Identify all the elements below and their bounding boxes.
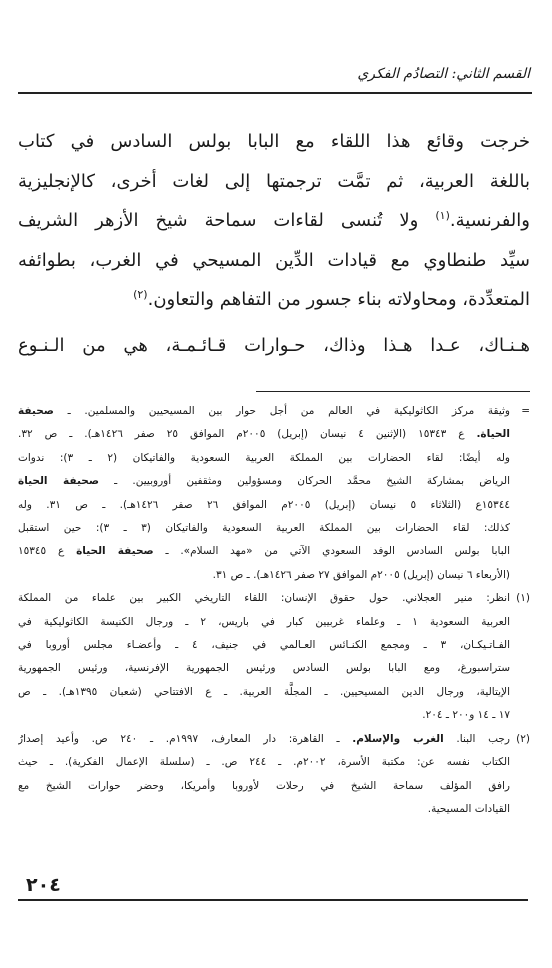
body-line-4: سيِّد طنطاوي مع قيادات الدِّين المسيحي في الغرب، بطوائفه [18,249,530,271]
footnote-ref-1[interactable]: (١) [435,209,450,222]
page-number: ٢٠٤ [26,874,61,896]
header-rule [18,92,532,94]
footnote-rule [256,391,530,392]
footnote-line: انظر: منير العجلاني. حول حقوق الإنسان: اللقاء التاريخي الكبير بين علماء من المملكة [18,592,510,605]
body-line-1: خرجت وقائع هذا اللقاء مع البابا بولس السادس في كتاب [18,131,530,152]
footnote-line: وله أيضًا: لقاء الحضارات بين المملكة العربية السعودية والفاتيكان (٢ ـ ٣): ندوات [18,451,510,464]
body-line-5 [18,280,530,320]
running-header: القسم الثاني: التصادُم الفكري [357,66,530,82]
footnote-line: رافق المؤلف سماحة الشيخ في رحلات لأوروبا وأمريكا، وحضر حوارات الشيخ مع [18,779,510,792]
footnote-line: البابا بولس السادس الوفد السعودي الآتي من «مهد السلام». ـ صحيفة الحياة ع ١٥٣٤٥ [18,545,510,558]
footnote-line: (الأربعاء ٦ نيسان (إبريل) ٢٠٠٥م الموافق ٢٧ صفر ١٤٢٦هـ). ـ ص ٣١. [212,568,510,581]
footnote-line: الحياة. ع ١٥٣٤٣ (الإثنين ٤ نيسان (إبريل) ٢٠٠٥م الموافق ٢٥ صفر ١٤٢٦هـ). ـ ص ٣٢. [18,428,510,441]
footnote-line: رجب البنا. الغرب والإسلام. ـ القاهرة: دار المعارف، ١٩٩٧م. ـ ٢٤٠ ص. وأعيد إصدارُ [18,732,510,745]
body-line-5a: المتعدِّدة، ومحاولاته بناء جسور من التفاهم والتعاون. [147,289,530,310]
footnote-2-marker: (٢) [516,732,530,745]
body-text [18,122,530,365]
footnote-line: كذلك: لقاء الحضارات بين المملكة العربية السعودية والفاتيكان (٣ ـ ٣): حين استقبل [18,522,510,535]
footnote-1 [18,587,530,727]
footnote-line [18,400,510,423]
body-line-3b: ولا تُنسى لقاءات سماحة شيخ الأزهر الشريف [18,210,419,231]
footnote-ref-2[interactable]: (٢) [133,288,148,301]
footnote-line: القيادات المسيحية. [427,802,510,815]
body-line-3a: والفرنسية. [449,210,530,231]
footnote-line: الكتاب نفسه عن: مكتبة الأسرة، ٢٠٠٢م. ـ ٢٤٤ ص. ـ (سلسلة الإعمال الفكرية). ـ حيث [18,756,510,769]
footnote-continued [18,400,530,587]
footnote-text: وثيقة مركز الكاثوليكية في العالم من أجل حوار بين المسيحيين والمسلمين. ـ صحيفة [18,405,510,417]
body-line-2: باللغة العربية، ثم تمَّت ترجمتها إلى لغات أخرى، كالإنجليزية [18,170,530,192]
footnote-line: العربية السعودية ١ ـ وعلماء غربيين كبار في باريس، ٢ ـ ورجال الكنيسة الكاثوليكية في [18,615,510,628]
body-line-3 [18,201,530,241]
footnote-line: الفـاتـيكـان، ٣ ـ ومجمع الكنـائس العـالمي في جنيف، ٤ ـ وأعضـاء مجلس أوروبا في [18,639,510,652]
footnote-1-marker: (١) [516,592,530,605]
footer-rule [18,899,528,901]
body-line-6: هـنـاك، عـدا هـذا وذاك، حـوارات قـائـمـة، هي من الـنـوع [18,334,530,356]
footnote-line: ستراسبورغ، ومع البابا بولس السادس ورئيس الجمهورية الإفرنسية، ورئيس الجمهورية [18,662,510,675]
footnote-line: الإيتالية، ورجال الدين المسيحيين. ـ المجلَّة العربية. ـ ع الافتتاحي (شعبان ١٣٩٥هـ). ـ ص [18,685,510,698]
footnote-continued-marker: = [521,405,530,417]
footnote-line: ١٥٣٤٤ع (الثلاثاء ٥ نيسان (إبريل) ٢٠٠٥م الموافق ٢٦ صفر ١٤٢٦هـ). ـ ص ٣١. وله [18,498,510,511]
footnote-2 [18,728,530,822]
footnotes [18,400,530,821]
footnote-line: الرياض بمشاركة الشيخ محمَّد الحركان ومسؤولين ومثقفين أوروبيين. ـ صحيفة الحياة [18,475,510,488]
footnote-line: ١٧ ـ ١٤ و٢٠٠ ـ ٢٠٤. [422,709,510,722]
